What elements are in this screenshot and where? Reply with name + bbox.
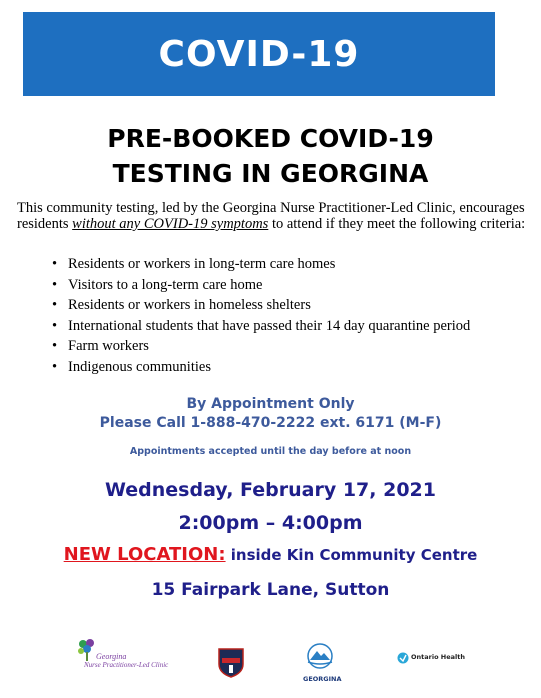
new-location-label: NEW LOCATION: xyxy=(63,544,226,565)
location-text: inside Kin Community Centre xyxy=(225,546,478,564)
ontario-health-text: Ontario Health xyxy=(411,653,466,661)
appointment-only: By Appointment Only xyxy=(186,396,355,412)
logo-strip xyxy=(0,630,541,690)
title-line-1: PRE-BOOKED COVID-19 xyxy=(107,124,434,153)
paramedic-shield-icon xyxy=(216,646,246,678)
georgina-text: GEORGINA xyxy=(303,675,342,683)
criteria-item: • International students that have passed their 14 day quarantine period xyxy=(52,316,470,337)
ontario-health-icon xyxy=(397,652,409,664)
criteria-list xyxy=(52,254,470,378)
intro-before: This community testing, led by the Georgina Nurse Practitioner-Led Clinic, encourages residents xyxy=(17,200,525,232)
georgina-logo xyxy=(303,642,342,683)
clinic-name: Georgina xyxy=(96,652,127,661)
tree-icon xyxy=(76,638,98,662)
title-line-2: TESTING IN GEORGINA xyxy=(112,159,429,188)
paramedic-badge xyxy=(216,646,246,683)
banner-title: COVID-19 xyxy=(158,33,360,75)
intro-paragraph xyxy=(17,200,527,232)
criteria-item: • Residents or workers in long-term care homes xyxy=(52,254,470,275)
event-date: Wednesday, February 17, 2021 xyxy=(104,479,436,501)
criteria-item: • Visitors to a long-term care home xyxy=(52,275,470,296)
event-location xyxy=(0,544,541,565)
intro-after: to attend if they meet the following criteria: xyxy=(268,216,526,232)
criteria-item: • Indigenous communities xyxy=(52,357,470,378)
covid-banner xyxy=(23,12,495,96)
intro-emphasis: without any COVID-19 symptoms xyxy=(72,216,269,232)
appointment-phone: Please Call 1-888-470-2222 ext. 6171 (M-F) xyxy=(99,415,442,431)
criteria-item: • Farm workers xyxy=(52,336,470,357)
criteria-item: • Residents or workers in homeless shelters xyxy=(52,295,470,316)
clinic-sub: Nurse Practitioner-Led Clinic xyxy=(84,661,169,669)
event-address: 15 Fairpark Lane, Sutton xyxy=(151,580,390,600)
event-time: 2:00pm – 4:00pm xyxy=(178,512,363,534)
appointment-note: Appointments accepted until the day before at noon xyxy=(129,446,412,457)
page-title xyxy=(0,121,541,191)
georgina-emblem-icon xyxy=(303,642,337,670)
